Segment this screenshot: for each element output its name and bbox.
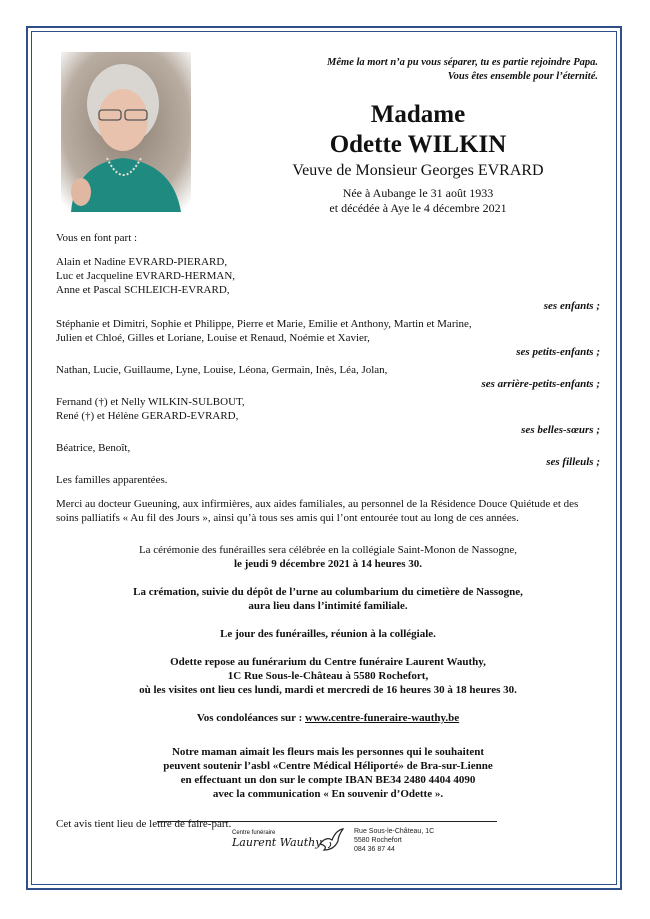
- announcement-body: [56, 231, 600, 831]
- quote-line-2: Vous êtes ensemble pour l’éternité.: [447, 71, 598, 82]
- child-line: Anne et Pascal SCHLEICH-EVRARD,: [56, 284, 230, 296]
- footer-divider: [157, 821, 497, 822]
- funeral-home-address: [354, 827, 434, 854]
- phone-number: 084 36 87 44: [354, 846, 395, 853]
- funeral-home-logo: [232, 828, 321, 848]
- ceremony-date: le jeudi 9 décembre 2021 à 14 heures 30.: [233, 558, 423, 570]
- logo-small-text: Centre funéraire: [232, 830, 276, 836]
- flowers-line: avec la communication « En souvenir d’Odette ».: [212, 788, 444, 800]
- deceased-name: Odette WILKIN: [329, 131, 507, 158]
- logo-name: Laurent Wauthy: [232, 836, 322, 849]
- rest-info: [56, 655, 600, 697]
- flowers-line: Notre maman aimait les fleurs mais les personnes qui le souhaitent: [171, 746, 485, 758]
- flowers-line: en effectuant un don sur le compte IBAN BE34 2480 4404 4090: [180, 774, 476, 786]
- great-grandchildren-line: Nathan, Lucie, Guillaume, Lyne, Louise, Léona, Germain, Inès, Léa, Jolan,: [56, 364, 388, 376]
- child-line: Alain et Nadine EVRARD-PIERARD,: [56, 256, 228, 268]
- dove-icon: [316, 826, 346, 856]
- condolences: [56, 711, 600, 725]
- address-street: Rue Sous-le-Château, 1C: [354, 828, 435, 835]
- widow-of: Veuve de Monsieur Georges EVRARD: [292, 162, 544, 179]
- in-law-line: Fernand (†) et Nelly WILKIN-SULBOUT,: [56, 396, 245, 408]
- great-grandchildren-label: ses arrière-petits-enfants ;: [481, 378, 600, 390]
- flowers-info: [56, 745, 600, 801]
- closing-note: Cet avis tient lieu de lettre de faire-part.: [56, 818, 232, 830]
- honorific: Madame: [370, 101, 466, 128]
- flowers-line: peuvent soutenir l’asbl «Centre Médical Héliporté» de Bra-sur-Lienne: [163, 760, 493, 772]
- meeting-info: Le jour des funérailles, réunion à la collégiale.: [220, 628, 436, 640]
- death-info: et décédée à Aye le 4 décembre 2021: [329, 201, 507, 215]
- quote-line-1: Même la mort n’a pu vous séparer, tu es partie rejoindre Papa.: [327, 57, 598, 68]
- cremation-line: aura lieu dans l’intimité familiale.: [248, 600, 408, 612]
- condolences-label: Vos condoléances sur :: [196, 712, 303, 724]
- deceased-header: [248, 100, 588, 216]
- portrait-photo: [61, 52, 191, 212]
- grandchildren-label: ses petits-enfants ;: [516, 346, 600, 358]
- grandchildren-line: Stéphanie et Dimitri, Sophie et Philippe, Pierre et Marie, Emilie et Anthony, Martin et Marine,: [56, 318, 472, 330]
- ceremony-info: [56, 543, 600, 571]
- funeral-home-footer: [232, 826, 452, 862]
- godchildren-line: Béatrice, Benoît,: [56, 442, 131, 454]
- child-line: Luc et Jacqueline EVRARD-HERMAN,: [56, 270, 236, 282]
- condolences-link[interactable]: www.centre-funeraire-wauthy.be: [305, 712, 460, 724]
- memorial-quote: [327, 56, 598, 84]
- thanks-paragraph: Merci au docteur Gueuning, aux infirmières, aux aides familiales, au personnel de la Résidence Douce Quiétude et des soins palliatifs « Au fil des Jours », ainsi qu’à tous ses amis qui l’ont entourée tout au long de ces années.: [56, 498, 579, 524]
- cremation-info: [56, 585, 600, 613]
- children-label: ses enfants ;: [543, 300, 600, 312]
- birth-info: Née à Aubange le 31 août 1933: [342, 186, 494, 200]
- intro: Vous en font part :: [56, 232, 138, 244]
- rest-line: où les visites ont lieu ces lundi, mardi et mercredi de 16 heures 30 à 18 heures 30.: [139, 684, 517, 696]
- grandchildren-line: Julien et Chloé, Gilles et Loriane, Louise et Renaud, Noémie et Xavier,: [56, 332, 370, 344]
- cremation-line: La crémation, suivie du dépôt de l’urne au columbarium du cimetière de Nassogne,: [133, 586, 523, 598]
- in-laws-label: ses belles-sœurs ;: [521, 424, 600, 436]
- in-law-line: René (†) et Hélène GERARD-EVRARD,: [56, 410, 239, 422]
- related-families: Les familles apparentées.: [56, 474, 168, 486]
- rest-line: Odette repose au funérarium du Centre funéraire Laurent Wauthy,: [170, 656, 486, 668]
- address-city: 5580 Rochefort: [354, 837, 402, 844]
- rest-line: 1C Rue Sous-le-Château à 5580 Rochefort,: [227, 670, 429, 682]
- ceremony-line: La cérémonie des funérailles sera célébrée en la collégiale Saint-Monon de Nassogne,: [138, 544, 518, 556]
- godchildren-label: ses filleuls ;: [546, 456, 600, 468]
